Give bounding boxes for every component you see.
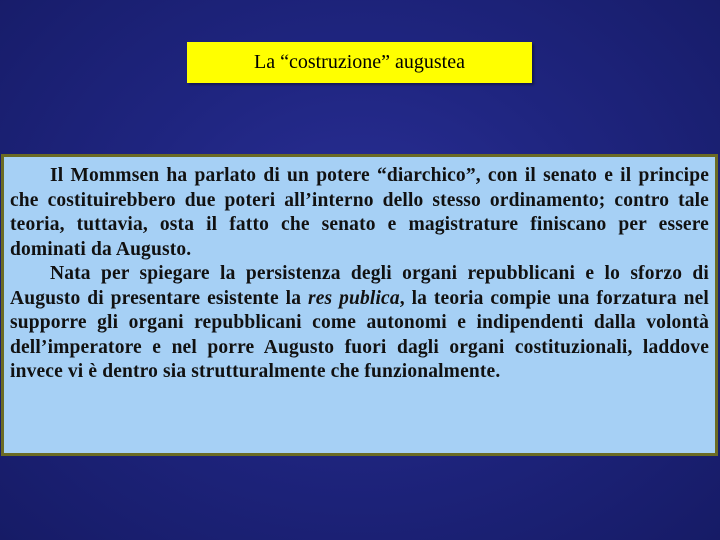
paragraph-2 [10,262,709,385]
title-box [187,42,532,83]
paragraph-1: Il Mommsen ha parlato di un potere “diarchico”, con il senato e il principe che costituirebbero due poteri all’interno dello stesso ordinamento; contro tale teoria, tuttavia, osta il fatto che senato e magistrature finiscano per essere dominati da Augusto. [10,165,709,260]
paragraph-2-italic-term: res publica [307,287,400,309]
slide-title: La “costruzione” augustea [253,51,465,73]
paragraph-2-start: Nata per spiegare la persistenza degli organi repubblicani e lo sforzo di Augusto di presentare esistente la [10,263,709,309]
paragraph-2-end: , la teoria compie una forzatura nel supporre gli organi repubblicani come autonomi e indipendenti dalla volontà dell’imperatore e nel porre Augusto fuori dagli organi costituzionali, laddove invece vi è dentro sia strutturalmente che funzionalmente. [10,287,709,382]
text-box [1,154,718,456]
